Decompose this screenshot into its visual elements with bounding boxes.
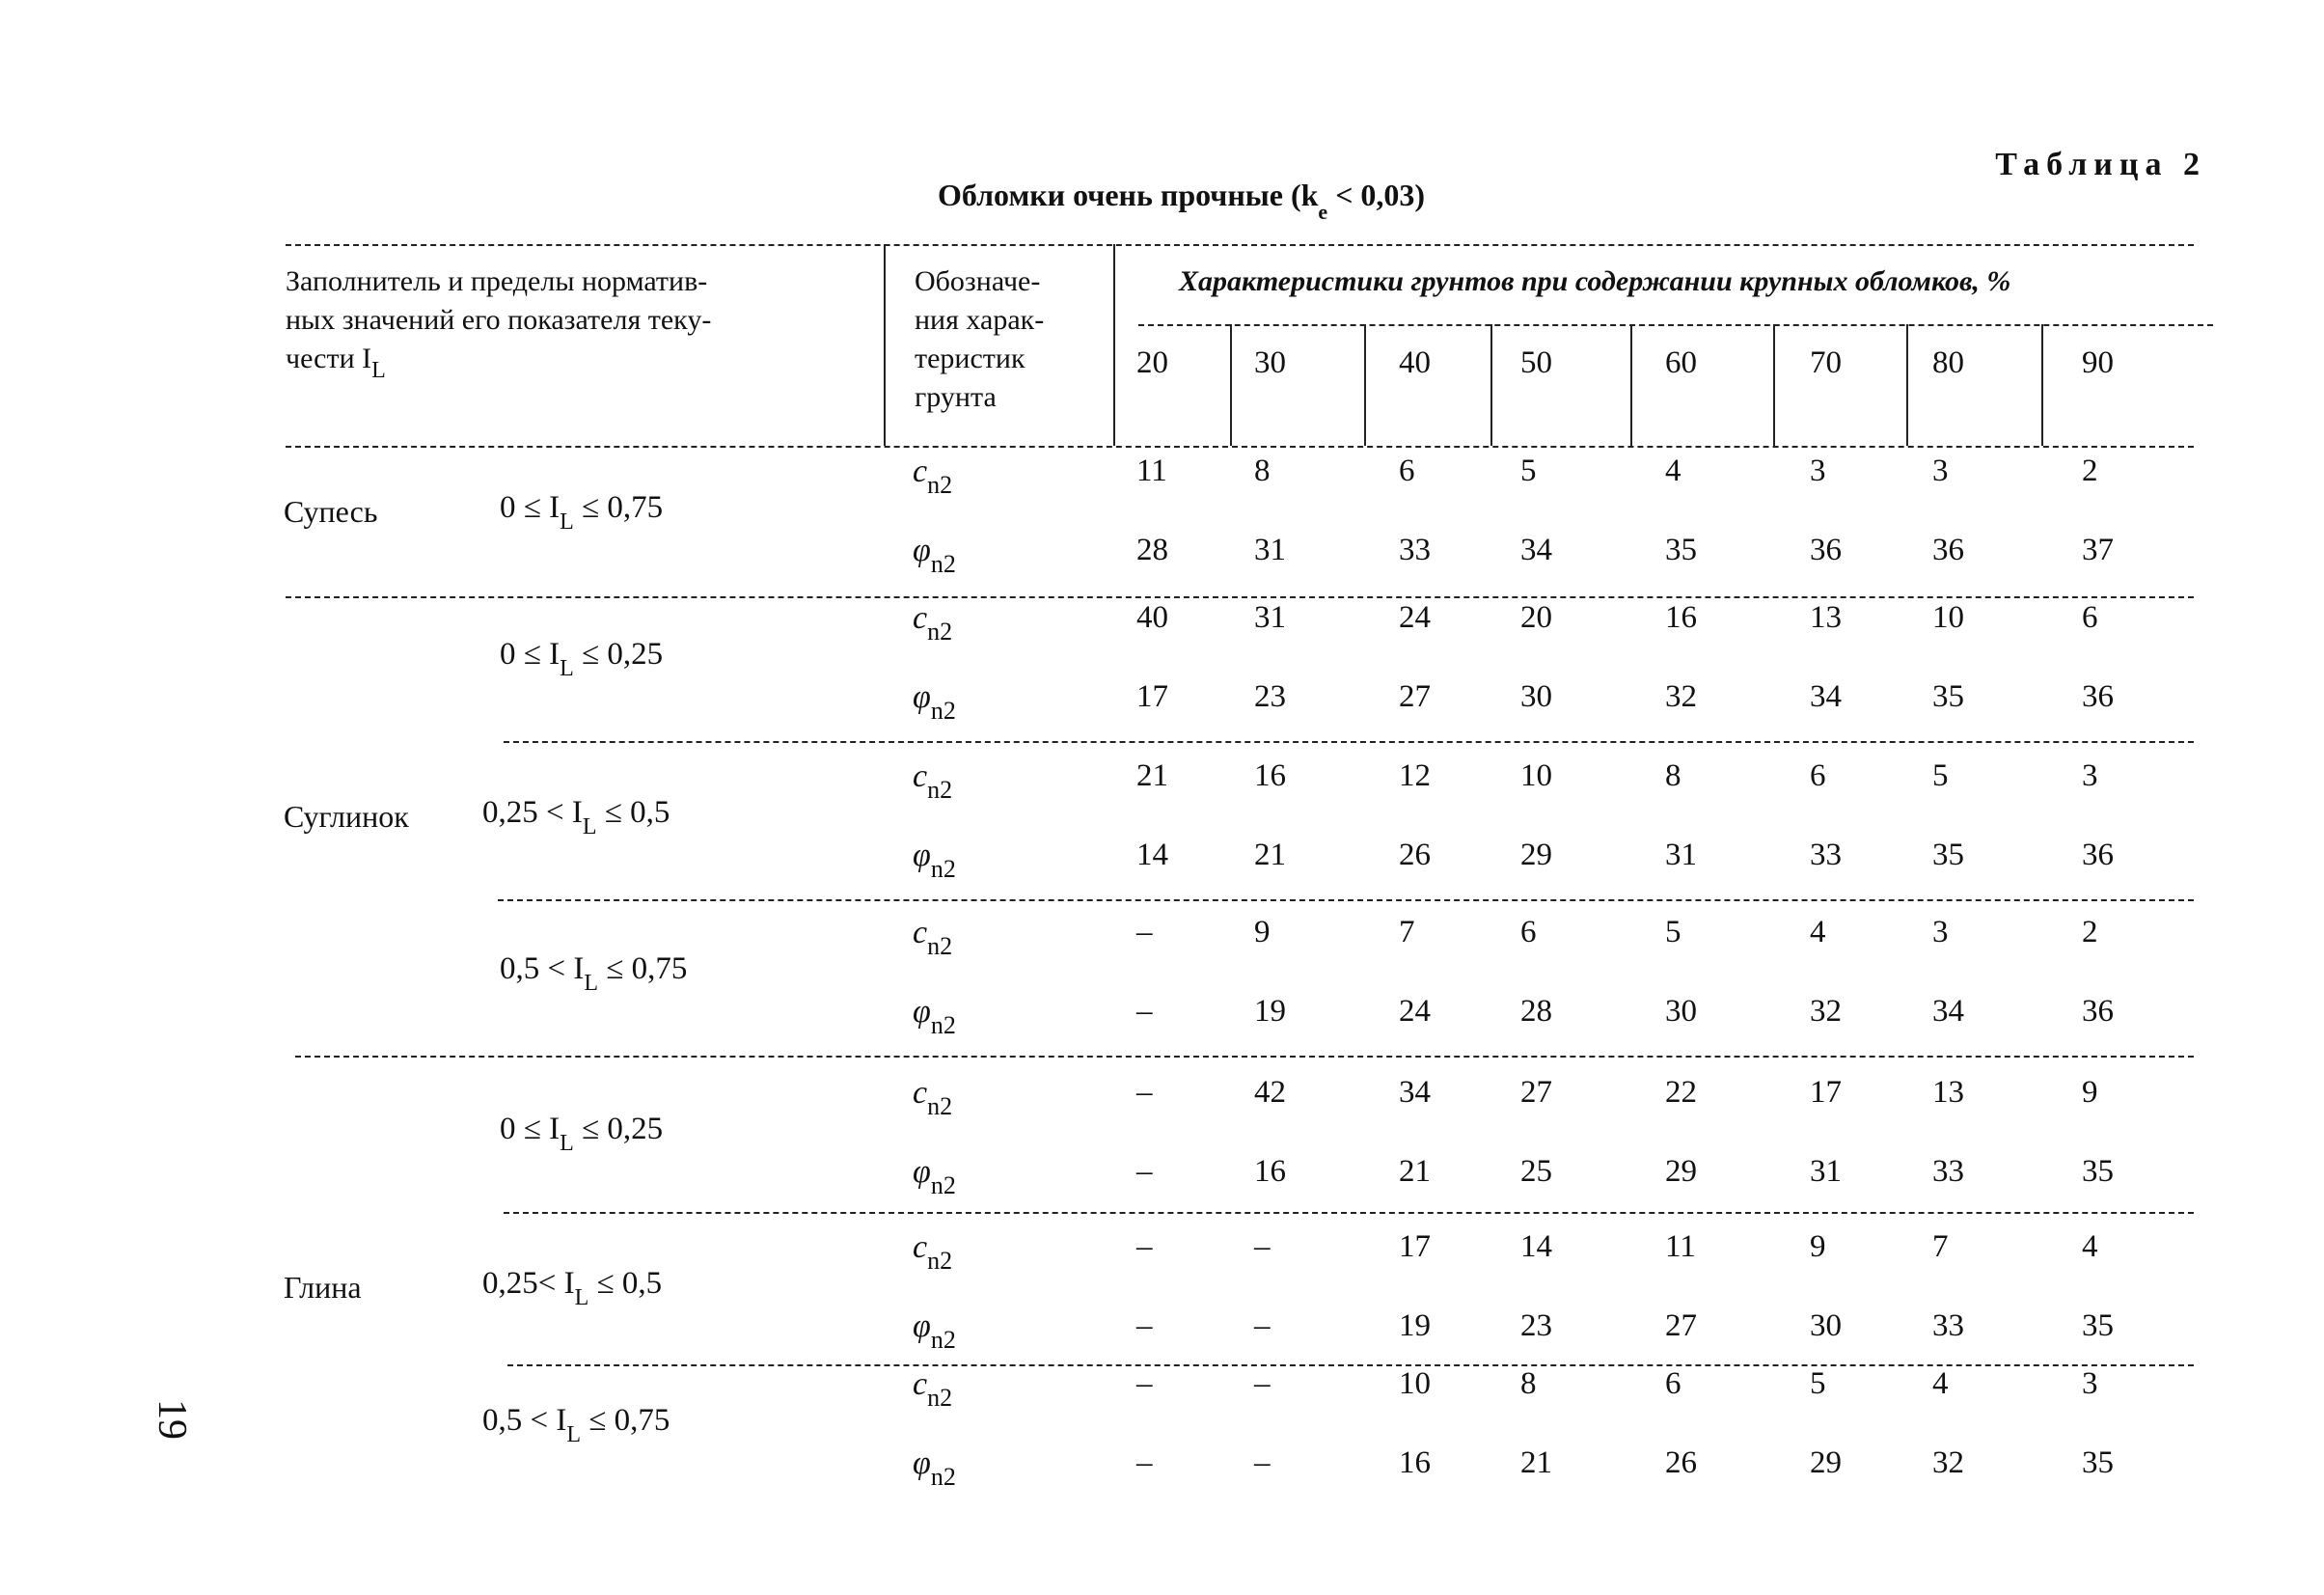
cohesion-value: 3 (2082, 758, 2098, 793)
liquidity-range: $0,5 < I_L \le 0,75$ (482, 1403, 670, 1447)
friction-angle-value: 29 (1520, 838, 1552, 872)
cohesion-value: 5 (1520, 454, 1537, 488)
friction-angle-value: 35 (1932, 838, 1964, 872)
friction-angle-value: 26 (1399, 838, 1431, 872)
percent-header-cell: 60 (1665, 345, 1697, 380)
cohesion-value: 10 (1520, 758, 1552, 793)
friction-angle-symbol: $\varphi_{n2}$ (913, 1445, 956, 1491)
cohesion-value: 11 (1665, 1229, 1696, 1264)
friction-angle-value: – (1136, 1308, 1153, 1343)
friction-angle-value: 30 (1665, 994, 1697, 1029)
cohesion-value: – (1254, 1229, 1271, 1264)
percent-header-cell: 70 (1810, 345, 1842, 380)
liquidity-range: $0 \le I_L \le 0,75$ (500, 490, 664, 535)
friction-angle-value: 28 (1136, 533, 1168, 567)
friction-angle-value: – (1254, 1308, 1271, 1343)
friction-angle-value: 30 (1520, 679, 1552, 714)
friction-angle-value: 31 (1665, 838, 1697, 872)
row-group-rule (295, 1056, 2194, 1058)
cohesion-value: 6 (1810, 758, 1826, 793)
cohesion-value: 42 (1254, 1075, 1286, 1110)
friction-angle-value: 16 (1399, 1445, 1431, 1480)
cohesion-value: 8 (1254, 454, 1271, 488)
cohesion-value: – (1254, 1366, 1271, 1401)
header-top-rule (286, 244, 2194, 246)
cohesion-value: 22 (1665, 1075, 1697, 1110)
cohesion-value: 9 (1254, 915, 1271, 949)
cohesion-value: 7 (1932, 1229, 1949, 1264)
row-group-rule (498, 899, 2194, 901)
cohesion-value: 5 (1810, 1366, 1826, 1401)
row-group-rule (504, 1212, 2194, 1214)
friction-angle-value: 33 (1399, 533, 1431, 567)
cohesion-value: 5 (1932, 758, 1949, 793)
cohesion-value: 3 (1932, 454, 1949, 488)
header-symbol-label: Обозначе- ния харак- теристик грунта (915, 265, 1045, 413)
header-divider-2 (1113, 244, 1115, 446)
friction-angle-symbol: $\varphi_{n2}$ (913, 1154, 956, 1199)
friction-angle-value: 34 (1932, 994, 1964, 1029)
cohesion-value: 21 (1136, 758, 1168, 793)
cohesion-value: 20 (1520, 600, 1552, 635)
cohesion-symbol: $c_{n2}$ (913, 454, 953, 499)
friction-angle-symbol: $\varphi_{n2}$ (913, 679, 956, 725)
liquidity-range: $0 \le I_L \le 0,25$ (500, 637, 664, 681)
friction-angle-value: 26 (1665, 1445, 1697, 1480)
percent-column-divider (1490, 324, 1492, 446)
cohesion-value: 6 (1665, 1366, 1681, 1401)
soil-type-label: Глина (284, 1270, 362, 1305)
friction-angle-value: 16 (1254, 1154, 1286, 1189)
cohesion-value: 27 (1520, 1075, 1552, 1110)
cohesion-value: – (1136, 1075, 1153, 1110)
friction-angle-value: 23 (1520, 1308, 1552, 1343)
friction-angle-value: 30 (1810, 1308, 1842, 1343)
liquidity-range: $0,5 < I_L \le 0,75$ (500, 951, 688, 996)
liquidity-range: $0 \le I_L \le 0,25$ (500, 1112, 664, 1156)
friction-angle-value: 34 (1810, 679, 1842, 714)
cohesion-value: 10 (1932, 600, 1964, 635)
cohesion-value: – (1136, 1229, 1153, 1264)
percent-column-divider (1230, 324, 1232, 446)
percent-column-divider (1906, 324, 1908, 446)
friction-angle-value: – (1136, 1154, 1153, 1189)
cohesion-value: 12 (1399, 758, 1431, 793)
cohesion-value: 3 (2082, 1366, 2098, 1401)
percent-header-cell: 40 (1399, 345, 1431, 380)
cohesion-symbol: $c_{n2}$ (913, 758, 953, 804)
friction-angle-value: 32 (1665, 679, 1697, 714)
cohesion-value: 6 (2082, 600, 2098, 635)
page-number: 19 (150, 1399, 194, 1440)
friction-angle-value: 37 (2082, 533, 2114, 567)
cohesion-value: 14 (1520, 1229, 1552, 1264)
table-title: Обломки очень прочные $(k_e < 0,03)$ (938, 178, 1426, 224)
cohesion-value: 17 (1399, 1229, 1431, 1264)
friction-angle-value: 35 (1932, 679, 1964, 714)
cohesion-value: 9 (2082, 1075, 2098, 1110)
friction-angle-value: 33 (1810, 838, 1842, 872)
friction-angle-value: 31 (1810, 1154, 1842, 1189)
cohesion-value: 11 (1136, 454, 1167, 488)
cohesion-symbol: $c_{n2}$ (913, 1366, 953, 1412)
cohesion-value: 17 (1810, 1075, 1842, 1110)
friction-angle-value: 24 (1399, 994, 1431, 1029)
row-group-rule (504, 741, 2194, 743)
cohesion-value: 4 (1665, 454, 1681, 488)
percent-column-divider (1364, 324, 1366, 446)
cohesion-value: 16 (1254, 758, 1286, 793)
cohesion-value: 2 (2082, 915, 2098, 949)
header-bottom-rule (286, 446, 2194, 448)
friction-angle-value: 31 (1254, 533, 1286, 567)
friction-angle-value: 27 (1399, 679, 1431, 714)
cohesion-value: 13 (1810, 600, 1842, 635)
header-divider-1 (884, 244, 886, 446)
friction-angle-symbol: $\varphi_{n2}$ (913, 994, 956, 1039)
friction-angle-value: 32 (1810, 994, 1842, 1029)
cohesion-value: 3 (1810, 454, 1826, 488)
friction-angle-value: – (1136, 994, 1153, 1029)
percent-header-cell: 90 (2082, 345, 2114, 380)
cohesion-symbol: $c_{n2}$ (913, 1229, 953, 1275)
percent-header-cell: 50 (1520, 345, 1552, 380)
cohesion-value: 3 (1932, 915, 1949, 949)
cohesion-value: 6 (1399, 454, 1415, 488)
friction-angle-value: 23 (1254, 679, 1286, 714)
cohesion-value: 4 (1932, 1366, 1949, 1401)
header-filler-label: Заполнитель и пределы норматив- ных значений его показателя теку- чести $I_L$ (286, 265, 712, 383)
friction-angle-value: 32 (1932, 1445, 1964, 1480)
friction-angle-value: 14 (1136, 838, 1168, 872)
table-label: Таблица 2 (1995, 147, 2206, 182)
cohesion-value: 8 (1665, 758, 1681, 793)
friction-angle-value: 21 (1520, 1445, 1552, 1480)
cohesion-symbol: $c_{n2}$ (913, 1075, 953, 1120)
percent-column-divider (1630, 324, 1632, 446)
friction-angle-value: 35 (2082, 1308, 2114, 1343)
friction-angle-value: 28 (1520, 994, 1552, 1029)
friction-angle-symbol: $\varphi_{n2}$ (913, 1308, 956, 1354)
percent-header-cell: 20 (1136, 345, 1168, 380)
friction-angle-value: 36 (1932, 533, 1964, 567)
friction-angle-value: 35 (2082, 1154, 2114, 1189)
friction-angle-value: 33 (1932, 1308, 1964, 1343)
cohesion-value: 4 (2082, 1229, 2098, 1264)
friction-angle-value: 17 (1136, 679, 1168, 714)
friction-angle-value: – (1136, 1445, 1153, 1480)
cohesion-value: 13 (1932, 1075, 1964, 1110)
cohesion-value: 5 (1665, 915, 1681, 949)
cohesion-value: 8 (1520, 1366, 1537, 1401)
friction-angle-value: – (1254, 1445, 1271, 1480)
friction-angle-value: 36 (2082, 679, 2114, 714)
liquidity-range: $0,25 < I_L \le 0,5$ (482, 795, 670, 839)
percent-column-divider (1773, 324, 1775, 446)
soil-type-label: Супесь (284, 494, 378, 529)
cohesion-value: 2 (2082, 454, 2098, 488)
friction-angle-value: 21 (1399, 1154, 1431, 1189)
cohesion-value: – (1136, 1366, 1153, 1401)
percent-header-cell: 30 (1254, 345, 1286, 380)
row-group-rule (286, 596, 2194, 598)
friction-angle-value: 19 (1399, 1308, 1431, 1343)
cohesion-symbol: $c_{n2}$ (913, 600, 953, 646)
cohesion-value: 7 (1399, 915, 1415, 949)
friction-angle-value: 36 (2082, 994, 2114, 1029)
friction-angle-value: 35 (2082, 1445, 2114, 1480)
header-mid-rule (1138, 324, 2213, 326)
cohesion-value: 40 (1136, 600, 1168, 635)
friction-angle-value: 33 (1932, 1154, 1964, 1189)
cohesion-value: 10 (1399, 1366, 1431, 1401)
friction-angle-value: 27 (1665, 1308, 1697, 1343)
friction-angle-symbol: $\varphi_{n2}$ (913, 838, 956, 883)
cohesion-value: 4 (1810, 915, 1826, 949)
friction-angle-value: 34 (1520, 533, 1552, 567)
cohesion-value: 31 (1254, 600, 1286, 635)
friction-angle-symbol: $\varphi_{n2}$ (913, 533, 956, 578)
cohesion-value: 6 (1520, 915, 1537, 949)
friction-angle-value: 36 (2082, 838, 2114, 872)
friction-angle-value: 36 (1810, 533, 1842, 567)
cohesion-value: 16 (1665, 600, 1697, 635)
cohesion-value: – (1136, 915, 1153, 949)
friction-angle-value: 29 (1810, 1445, 1842, 1480)
friction-angle-value: 21 (1254, 838, 1286, 872)
cohesion-value: 9 (1810, 1229, 1826, 1264)
percent-header-cell: 80 (1932, 345, 1964, 380)
friction-angle-value: 29 (1665, 1154, 1697, 1189)
friction-angle-value: 25 (1520, 1154, 1552, 1189)
friction-angle-value: 19 (1254, 994, 1286, 1029)
friction-angle-value: 35 (1665, 533, 1697, 567)
soil-type-label: Суглинок (284, 799, 409, 834)
cohesion-symbol: $c_{n2}$ (913, 915, 953, 960)
cohesion-value: 24 (1399, 600, 1431, 635)
liquidity-range: $0,25< I_L \le 0,5$ (482, 1266, 663, 1310)
header-characteristics-label: Характеристики грунтов при содержании крупных обломков, % (1179, 265, 2011, 297)
cohesion-value: 34 (1399, 1075, 1431, 1110)
percent-column-divider (2041, 324, 2043, 446)
